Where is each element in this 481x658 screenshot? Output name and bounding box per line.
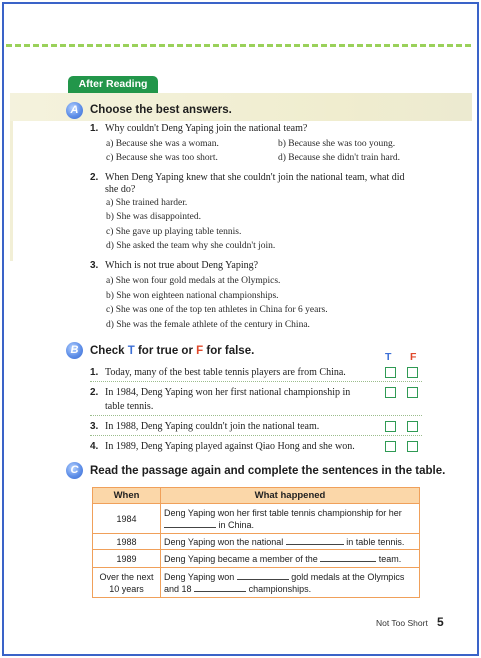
sentence-part: in table tennis. <box>346 536 405 547</box>
when-cell <box>93 568 161 598</box>
sentence-part: and 18 <box>164 583 192 594</box>
decorative-dashed-line <box>6 44 471 47</box>
answer-option[interactable]: a) Because she was a woman. <box>106 139 219 149</box>
after-reading-tab: After Reading <box>68 76 158 93</box>
table-header-row <box>93 488 420 504</box>
sentence-part: Deng Yaping won <box>164 571 235 582</box>
fill-in-blank[interactable] <box>320 553 376 562</box>
question-text-continued: she do? <box>105 184 136 195</box>
question-number: 3. <box>90 260 99 271</box>
when-line: 10 years <box>109 583 144 594</box>
statement-text: In 1989, Deng Yaping played against Qiao Hong and she won. <box>105 441 355 452</box>
answer-option[interactable]: a) She trained harder. <box>106 198 188 208</box>
sentence-part: gold medals at the Olympics <box>291 571 405 582</box>
fill-in-blank[interactable] <box>164 519 216 528</box>
false-column-header: F <box>410 351 417 363</box>
answer-option[interactable]: c) She gave up playing table tennis. <box>106 227 242 237</box>
answer-option[interactable]: d) She was the female athlete of the century in China. <box>106 320 310 330</box>
section-b-title <box>90 345 254 357</box>
what-happened-cell <box>161 504 420 534</box>
table-row <box>93 568 420 598</box>
what-happened-cell <box>161 534 420 550</box>
false-checkbox[interactable] <box>407 421 418 432</box>
table-row <box>93 550 420 568</box>
answer-option[interactable]: b) She won eighteen national championships. <box>106 291 279 301</box>
true-checkbox[interactable] <box>385 441 396 452</box>
section-a-title: Choose the best answers. <box>90 104 232 116</box>
true-column-header: T <box>385 351 392 363</box>
answer-option[interactable]: d) Because she didn't train hard. <box>278 153 401 163</box>
when-cell: 1988 <box>93 534 161 550</box>
fill-in-blank[interactable] <box>194 583 246 592</box>
fill-in-blank[interactable] <box>237 571 289 580</box>
sentence-part: team. <box>378 553 402 564</box>
answer-option[interactable]: b) Because she was too young. <box>278 139 396 149</box>
events-table <box>92 487 420 598</box>
statement-text: Today, many of the best table tennis players are from China. <box>105 367 346 378</box>
answer-option[interactable]: c) She was one of the top ten athletes in China for 6 years. <box>106 305 328 315</box>
what-happened-cell <box>161 568 420 598</box>
page-number: 5 <box>437 615 444 629</box>
answer-option[interactable]: a) She won four gold medals at the Olympics. <box>106 276 281 286</box>
footer-unit-title: Not Too Short <box>376 618 428 628</box>
when-cell: 1984 <box>93 504 161 534</box>
table-row <box>93 504 420 534</box>
sentence-part: in China. <box>218 519 255 530</box>
section-c-title: Read the passage again and complete the sentences in the table. <box>90 465 446 477</box>
row-divider <box>90 381 422 382</box>
true-letter: T <box>127 345 135 357</box>
sentence-part: Deng Yaping won her first table tennis championship for her <box>164 507 402 518</box>
what-happened-cell <box>161 550 420 568</box>
question-number: 1. <box>90 123 99 134</box>
statement-text: In 1988, Deng Yaping couldn't join the national team. <box>105 421 320 432</box>
false-letter: F <box>196 345 204 357</box>
section-a-side-band <box>10 121 13 261</box>
title-end: for false. <box>206 345 255 357</box>
section-b-badge: B <box>66 342 83 359</box>
when-column-header: When <box>93 488 161 504</box>
answer-option[interactable]: b) She was disappointed. <box>106 212 201 222</box>
sentence-part: championships. <box>248 583 312 594</box>
section-a-badge: A <box>66 102 83 119</box>
row-divider <box>90 415 422 416</box>
answer-option[interactable]: d) She asked the team why she couldn't join. <box>106 241 276 251</box>
true-checkbox[interactable] <box>385 367 396 378</box>
title-middle: for true or <box>137 345 193 357</box>
when-line: Over the next <box>99 571 154 582</box>
what-happened-column-header: What happened <box>161 488 420 504</box>
false-checkbox[interactable] <box>407 441 418 452</box>
title-check-word: Check <box>90 345 125 357</box>
statement-text: In 1984, Deng Yaping won her first national championship in <box>105 387 351 398</box>
statement-number: 3. <box>90 421 99 432</box>
section-c-badge: C <box>66 462 83 479</box>
answer-option[interactable]: c) Because she was too short. <box>106 153 218 163</box>
fill-in-blank[interactable] <box>286 536 344 545</box>
question-text: Why couldn't Deng Yaping join the national team? <box>105 123 308 134</box>
sentence-part: Deng Yaping won the national <box>164 536 284 547</box>
table-row <box>93 534 420 550</box>
false-checkbox[interactable] <box>407 367 418 378</box>
sentence-part: Deng Yaping became a member of the <box>164 553 318 564</box>
statement-number: 2. <box>90 387 99 398</box>
question-number: 2. <box>90 172 99 183</box>
when-cell: 1989 <box>93 550 161 568</box>
false-checkbox[interactable] <box>407 387 418 398</box>
true-checkbox[interactable] <box>385 387 396 398</box>
question-text: Which is not true about Deng Yaping? <box>105 260 259 271</box>
statement-number: 1. <box>90 367 99 378</box>
question-text: When Deng Yaping knew that she couldn't join the national team, what did <box>105 172 405 183</box>
true-checkbox[interactable] <box>385 421 396 432</box>
row-divider <box>90 435 422 436</box>
statement-text-continued: table tennis. <box>105 401 154 412</box>
statement-number: 4. <box>90 441 99 452</box>
